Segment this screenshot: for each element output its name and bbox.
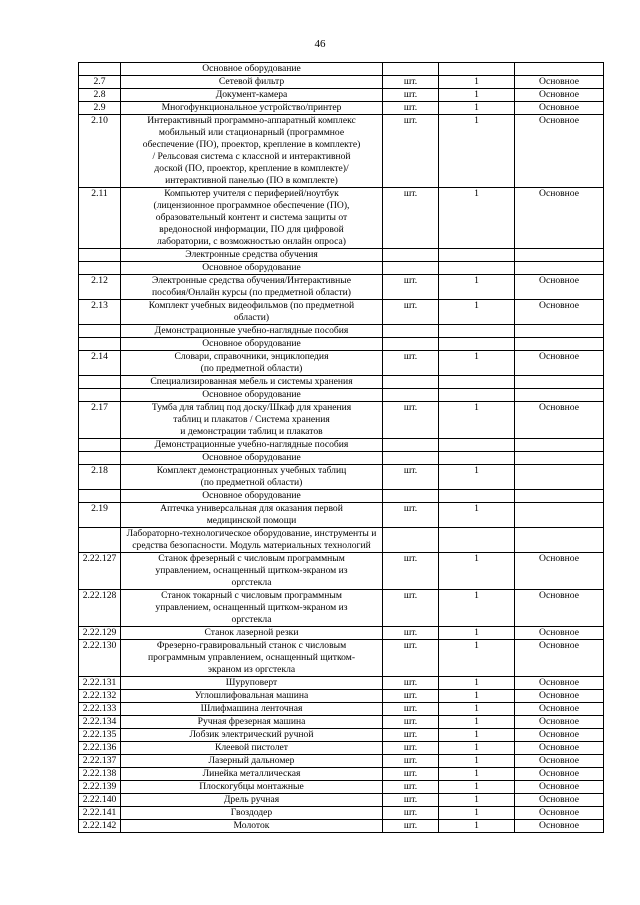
item-type xyxy=(515,465,604,490)
item-name: Линейка металлическая xyxy=(121,768,383,781)
item-number: 2.22.139 xyxy=(79,781,121,794)
item-name xyxy=(121,351,383,376)
type-cell xyxy=(515,262,604,275)
qty-cell xyxy=(439,249,515,262)
section-title: Основное оборудование xyxy=(121,338,383,351)
qty-cell xyxy=(439,376,515,389)
num-cell xyxy=(79,262,121,275)
item-unit: шт. xyxy=(383,89,439,102)
item-qty: 1 xyxy=(439,89,515,102)
item-unit: шт. xyxy=(383,402,439,439)
qty-cell xyxy=(439,452,515,465)
item-type: Основное xyxy=(515,102,604,115)
item-number: 2.22.135 xyxy=(79,729,121,742)
table-row xyxy=(79,677,604,690)
item-unit: шт. xyxy=(383,677,439,690)
table-row xyxy=(79,300,604,325)
item-type: Основное xyxy=(515,768,604,781)
item-qty: 1 xyxy=(439,716,515,729)
item-number: 2.10 xyxy=(79,115,121,188)
item-type: Основное xyxy=(515,300,604,325)
item-name: Углошлифовальная машина xyxy=(121,690,383,703)
item-type: Основное xyxy=(515,807,604,820)
item-qty: 1 xyxy=(439,755,515,768)
type-cell xyxy=(515,490,604,503)
item-name-line: и демонстрации таблиц и плакатов xyxy=(180,426,323,437)
item-unit: шт. xyxy=(383,690,439,703)
type-cell xyxy=(515,376,604,389)
item-qty: 1 xyxy=(439,807,515,820)
section-title: Основное оборудование xyxy=(121,452,383,465)
item-number: 2.22.132 xyxy=(79,690,121,703)
item-qty: 1 xyxy=(439,465,515,490)
item-name xyxy=(121,590,383,627)
item-name xyxy=(121,465,383,490)
section-title: Специализированная мебель и системы хранения xyxy=(121,376,383,389)
item-type: Основное xyxy=(515,755,604,768)
equipment-table-body xyxy=(79,63,604,833)
item-unit: шт. xyxy=(383,640,439,677)
item-unit: шт. xyxy=(383,590,439,627)
type-cell xyxy=(515,63,604,76)
unit-cell xyxy=(383,338,439,351)
item-qty: 1 xyxy=(439,188,515,249)
item-qty: 1 xyxy=(439,729,515,742)
item-name xyxy=(121,402,383,439)
item-type: Основное xyxy=(515,703,604,716)
item-unit: шт. xyxy=(383,781,439,794)
unit-cell xyxy=(383,376,439,389)
qty-cell xyxy=(439,389,515,402)
table-row xyxy=(79,794,604,807)
item-name-line: Аптечка универсальная для оказания первой xyxy=(160,503,343,514)
item-unit: шт. xyxy=(383,465,439,490)
section-row xyxy=(79,528,604,553)
table-row xyxy=(79,590,604,627)
item-name-line: таблиц и плакатов / Система хранения xyxy=(173,414,330,425)
item-type: Основное xyxy=(515,590,604,627)
type-cell xyxy=(515,389,604,402)
item-name-line: Комплект учебных видеофильмов (по предметной xyxy=(148,300,355,311)
item-unit: шт. xyxy=(383,794,439,807)
type-cell xyxy=(515,439,604,452)
table-row xyxy=(79,716,604,729)
item-name-line: обеспечение (ПО), проектор, крепление в комплекте) xyxy=(142,139,361,150)
qty-cell xyxy=(439,262,515,275)
item-qty: 1 xyxy=(439,402,515,439)
num-cell xyxy=(79,389,121,402)
table-row xyxy=(79,402,604,439)
item-name: Лобзик электрический ручной xyxy=(121,729,383,742)
item-type: Основное xyxy=(515,677,604,690)
item-qty: 1 xyxy=(439,820,515,833)
item-name-line: Словари, справочники, энциклопедия xyxy=(174,351,329,362)
item-type: Основное xyxy=(515,115,604,188)
section-row xyxy=(79,452,604,465)
item-name-line: программным управлением, оснащенный щитком- xyxy=(147,652,356,663)
unit-cell xyxy=(383,389,439,402)
num-cell xyxy=(79,452,121,465)
item-unit: шт. xyxy=(383,275,439,300)
item-number: 2.18 xyxy=(79,465,121,490)
item-number: 2.12 xyxy=(79,275,121,300)
table-row xyxy=(79,703,604,716)
table-row xyxy=(79,188,604,249)
unit-cell xyxy=(383,490,439,503)
item-unit: шт. xyxy=(383,627,439,640)
item-name-line: медицинской помощи xyxy=(206,515,297,526)
item-unit: шт. xyxy=(383,351,439,376)
item-type: Основное xyxy=(515,76,604,89)
unit-cell xyxy=(383,528,439,553)
item-qty: 1 xyxy=(439,627,515,640)
section-title: Основное оборудование xyxy=(121,63,383,76)
section-row xyxy=(79,490,604,503)
item-qty: 1 xyxy=(439,275,515,300)
item-type: Основное xyxy=(515,351,604,376)
item-name-line: вредоносной информации, ПО для цифровой xyxy=(159,224,344,235)
equipment-table xyxy=(78,62,604,833)
type-cell xyxy=(515,528,604,553)
item-name-line: Электронные средства обучения/Интерактивные xyxy=(152,275,351,286)
unit-cell xyxy=(383,262,439,275)
item-name-line: Комплект демонстрационных учебных таблиц xyxy=(156,465,347,476)
type-cell xyxy=(515,249,604,262)
item-qty: 1 xyxy=(439,590,515,627)
unit-cell xyxy=(383,452,439,465)
item-name: Лазерный дальномер xyxy=(121,755,383,768)
item-qty: 1 xyxy=(439,781,515,794)
item-unit: шт. xyxy=(383,729,439,742)
unit-cell xyxy=(383,439,439,452)
item-name xyxy=(121,640,383,677)
section-title: Демонстрационные учебно-наглядные пособия xyxy=(121,439,383,452)
item-number: 2.8 xyxy=(79,89,121,102)
item-name xyxy=(121,553,383,590)
section-row xyxy=(79,63,604,76)
page-number: 46 xyxy=(314,38,326,50)
item-unit: шт. xyxy=(383,820,439,833)
item-name-line: образовательный контент и система защиты от xyxy=(155,212,348,223)
item-type: Основное xyxy=(515,794,604,807)
table-row xyxy=(79,553,604,590)
item-number: 2.22.130 xyxy=(79,640,121,677)
section-row xyxy=(79,389,604,402)
item-qty: 1 xyxy=(439,640,515,677)
item-number: 2.22.141 xyxy=(79,807,121,820)
table-row xyxy=(79,820,604,833)
type-cell xyxy=(515,338,604,351)
item-name: Клеевой пистолет xyxy=(121,742,383,755)
item-number: 2.14 xyxy=(79,351,121,376)
qty-cell xyxy=(439,490,515,503)
item-qty: 1 xyxy=(439,115,515,188)
item-number: 2.22.140 xyxy=(79,794,121,807)
num-cell xyxy=(79,376,121,389)
item-unit: шт. xyxy=(383,742,439,755)
item-unit: шт. xyxy=(383,716,439,729)
section-title xyxy=(121,528,383,553)
item-type: Основное xyxy=(515,402,604,439)
item-name-line: интерактивной панелью (ПО в комплекте) xyxy=(165,175,338,186)
qty-cell xyxy=(439,338,515,351)
item-qty: 1 xyxy=(439,102,515,115)
item-name-line: Тумба для таблиц под доску/Шкаф для хранения xyxy=(151,402,352,413)
item-qty: 1 xyxy=(439,703,515,716)
item-name-line: мобильный или стационарный (программное xyxy=(158,127,345,138)
item-name: Плоскогубцы монтажные xyxy=(121,781,383,794)
section-row xyxy=(79,249,604,262)
qty-cell xyxy=(439,528,515,553)
table-row xyxy=(79,729,604,742)
item-name-line: (по предметной области) xyxy=(200,363,303,374)
item-type: Основное xyxy=(515,820,604,833)
item-name-line: управлением, оснащенный щитком-экраном из xyxy=(155,602,348,613)
item-name: Документ-камера xyxy=(121,89,383,102)
table-row xyxy=(79,102,604,115)
item-qty: 1 xyxy=(439,768,515,781)
item-name: Сетевой фильтр xyxy=(121,76,383,89)
item-number: 2.19 xyxy=(79,503,121,528)
item-name-line: пособия/Онлайн курсы (по предметной области) xyxy=(151,287,352,298)
item-name-line: управлением, оснащенный щитком-экраном из xyxy=(155,565,348,576)
qty-cell xyxy=(439,439,515,452)
item-name xyxy=(121,275,383,300)
item-number: 2.22.133 xyxy=(79,703,121,716)
item-unit: шт. xyxy=(383,503,439,528)
item-name-line: Компьютер учителя с периферией/ноутбук xyxy=(164,188,339,199)
item-name: Шлифмашина ленточная xyxy=(121,703,383,716)
section-title-line: Лабораторно-технологическое оборудование, инструменты и xyxy=(126,528,377,539)
item-type: Основное xyxy=(515,89,604,102)
table-row xyxy=(79,503,604,528)
item-name-line: области) xyxy=(233,312,270,323)
item-type: Основное xyxy=(515,781,604,794)
item-name-line: Интерактивный программно-аппаратный комплекс xyxy=(147,115,356,126)
item-unit: шт. xyxy=(383,807,439,820)
item-number: 2.9 xyxy=(79,102,121,115)
item-number: 2.22.127 xyxy=(79,553,121,590)
item-number: 2.11 xyxy=(79,188,121,249)
item-number: 2.22.142 xyxy=(79,820,121,833)
section-row xyxy=(79,338,604,351)
item-type: Основное xyxy=(515,275,604,300)
item-number: 2.22.138 xyxy=(79,768,121,781)
table-row xyxy=(79,89,604,102)
item-number: 2.17 xyxy=(79,402,121,439)
item-name xyxy=(121,503,383,528)
item-unit: шт. xyxy=(383,102,439,115)
item-name-line: экраном из оргстекла xyxy=(207,664,296,675)
section-row xyxy=(79,439,604,452)
section-row xyxy=(79,376,604,389)
item-qty: 1 xyxy=(439,794,515,807)
item-qty: 1 xyxy=(439,742,515,755)
item-unit: шт. xyxy=(383,188,439,249)
section-title: Основное оборудование xyxy=(121,389,383,402)
table-row xyxy=(79,275,604,300)
item-name xyxy=(121,300,383,325)
table-row xyxy=(79,768,604,781)
item-number: 2.22.134 xyxy=(79,716,121,729)
item-name: Многофункциональное устройство/принтер xyxy=(121,102,383,115)
table-row xyxy=(79,781,604,794)
unit-cell xyxy=(383,249,439,262)
table-row xyxy=(79,755,604,768)
item-name-line: оргстекла xyxy=(231,577,272,588)
item-number: 2.22.131 xyxy=(79,677,121,690)
item-unit: шт. xyxy=(383,553,439,590)
item-name-line: оргстекла xyxy=(231,614,272,625)
item-type: Основное xyxy=(515,553,604,590)
num-cell xyxy=(79,338,121,351)
item-name xyxy=(121,188,383,249)
table-row xyxy=(79,627,604,640)
item-name-line: Станок токарный с числовым программным xyxy=(161,590,342,601)
section-title: Демонстрационные учебно-наглядные пособия xyxy=(121,325,383,338)
item-name-line: доской (ПО, проектор, крепление в комплекте)/ xyxy=(154,163,349,174)
section-title: Основное оборудование xyxy=(121,490,383,503)
table-row xyxy=(79,640,604,677)
item-qty: 1 xyxy=(439,503,515,528)
num-cell xyxy=(79,528,121,553)
item-number: 2.22.129 xyxy=(79,627,121,640)
item-type xyxy=(515,503,604,528)
num-cell xyxy=(79,63,121,76)
table-row xyxy=(79,742,604,755)
num-cell xyxy=(79,439,121,452)
type-cell xyxy=(515,452,604,465)
item-name-line: / Рельсовая система с классной и интерактивной xyxy=(152,151,351,162)
item-qty: 1 xyxy=(439,300,515,325)
table-row xyxy=(79,465,604,490)
section-title: Основное оборудование xyxy=(121,262,383,275)
num-cell xyxy=(79,325,121,338)
item-type: Основное xyxy=(515,627,604,640)
item-number: 2.22.136 xyxy=(79,742,121,755)
num-cell xyxy=(79,490,121,503)
section-row xyxy=(79,325,604,338)
section-title-line: средства безопасности. Модуль материальных технологий xyxy=(132,540,371,551)
item-unit: шт. xyxy=(383,768,439,781)
item-name-line: Фрезерно-гравировальный станок с числовым xyxy=(156,640,347,651)
item-qty: 1 xyxy=(439,553,515,590)
item-unit: шт. xyxy=(383,755,439,768)
item-number: 2.22.128 xyxy=(79,590,121,627)
item-name: Станок лазерной резки xyxy=(121,627,383,640)
item-type: Основное xyxy=(515,742,604,755)
item-name: Шуруповерт xyxy=(121,677,383,690)
item-name-line: лаборатории, с возможностью онлайн опроса) xyxy=(157,236,346,247)
qty-cell xyxy=(439,325,515,338)
section-title: Электронные средства обучения xyxy=(121,249,383,262)
item-unit: шт. xyxy=(383,300,439,325)
item-unit: шт. xyxy=(383,703,439,716)
item-name xyxy=(121,115,383,188)
unit-cell xyxy=(383,63,439,76)
item-number: 2.22.137 xyxy=(79,755,121,768)
item-type: Основное xyxy=(515,729,604,742)
table-row xyxy=(79,76,604,89)
item-name-line: (по предметной области) xyxy=(200,477,303,488)
qty-cell xyxy=(439,63,515,76)
item-name: Гвоздодер xyxy=(121,807,383,820)
item-unit: шт. xyxy=(383,115,439,188)
item-name-line: Станок фрезерный с числовым программным xyxy=(158,553,345,564)
item-name-line: (лицензионное программное обеспечение (ПО), xyxy=(153,200,350,211)
table-row xyxy=(79,351,604,376)
item-name: Ручная фрезерная машина xyxy=(121,716,383,729)
table-row xyxy=(79,807,604,820)
table-row xyxy=(79,115,604,188)
num-cell xyxy=(79,249,121,262)
table-row xyxy=(79,690,604,703)
item-qty: 1 xyxy=(439,677,515,690)
item-type: Основное xyxy=(515,716,604,729)
item-type: Основное xyxy=(515,640,604,677)
item-qty: 1 xyxy=(439,351,515,376)
item-qty: 1 xyxy=(439,76,515,89)
item-qty: 1 xyxy=(439,690,515,703)
type-cell xyxy=(515,325,604,338)
item-name: Дрель ручная xyxy=(121,794,383,807)
item-name: Молоток xyxy=(121,820,383,833)
item-number: 2.7 xyxy=(79,76,121,89)
item-type: Основное xyxy=(515,690,604,703)
item-unit: шт. xyxy=(383,76,439,89)
item-type: Основное xyxy=(515,188,604,249)
section-row xyxy=(79,262,604,275)
unit-cell xyxy=(383,325,439,338)
item-number: 2.13 xyxy=(79,300,121,325)
